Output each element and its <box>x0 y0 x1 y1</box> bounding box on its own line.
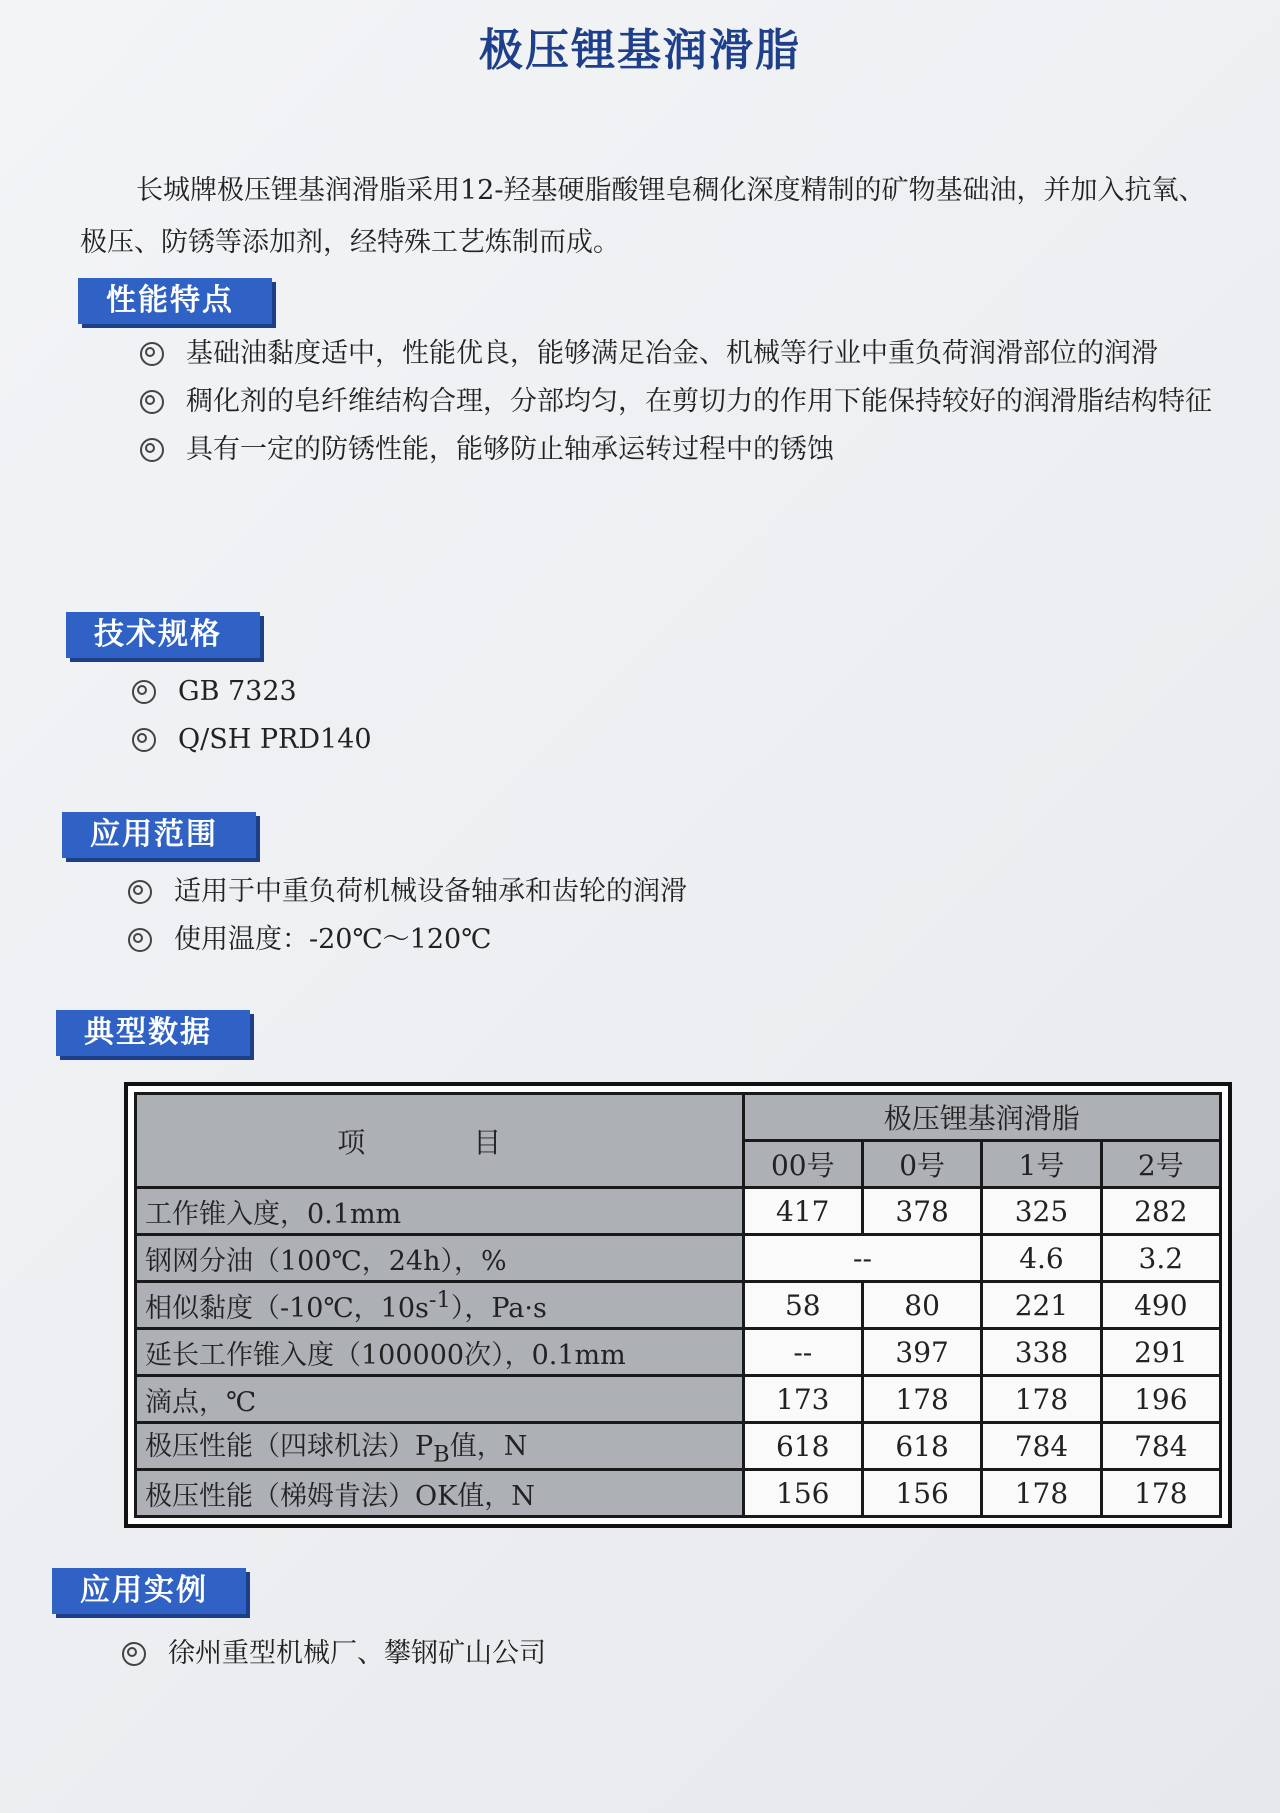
list-item: 徐州重型机械厂、攀钢矿山公司 <box>122 1630 1122 1678</box>
table-cell: 178 <box>862 1376 981 1423</box>
table-cell: 173 <box>743 1376 862 1423</box>
examples-list <box>122 1630 1122 1678</box>
table-cell: -- <box>743 1329 862 1376</box>
double-circle-icon <box>140 438 164 462</box>
table-cell: 325 <box>982 1188 1101 1235</box>
table-cell: 178 <box>982 1376 1101 1423</box>
specs-list <box>132 668 1132 764</box>
typical-data-table <box>134 1092 1222 1518</box>
table-cell: 196 <box>1101 1376 1220 1423</box>
table-cell-merged: -- <box>743 1235 982 1282</box>
table-row <box>136 1188 1221 1235</box>
double-circle-icon <box>128 880 152 904</box>
features-list <box>140 330 1220 474</box>
table-cell: 80 <box>862 1282 981 1329</box>
table-cell: 784 <box>982 1423 1101 1470</box>
table-cell: 417 <box>743 1188 862 1235</box>
product-group-header: 极压锂基润滑脂 <box>743 1094 1220 1141</box>
row-label: 极压性能（四球机法）$P_B$值，N <box>136 1423 744 1470</box>
section-header-features: 性能特点 <box>78 278 272 324</box>
section-header-examples: 应用实例 <box>52 1568 246 1614</box>
list-item: 适用于中重负荷机械设备轴承和齿轮的润滑 <box>128 868 1128 916</box>
row-label: 滴点，℃ <box>136 1376 744 1423</box>
section-header-typical: 典型数据 <box>56 1010 250 1056</box>
table-row <box>136 1282 1221 1329</box>
table-cell: 784 <box>1101 1423 1220 1470</box>
table-row <box>136 1470 1221 1517</box>
grade-header: 2号 <box>1101 1141 1220 1188</box>
grade-header: 0号 <box>862 1141 981 1188</box>
row-label: 工作锥入度，0.1mm <box>136 1188 744 1235</box>
table-cell: 291 <box>1101 1329 1220 1376</box>
table-row <box>136 1329 1221 1376</box>
page-title: 极压锂基润滑脂 <box>479 25 801 76</box>
double-circle-icon <box>132 728 156 752</box>
table-cell: 397 <box>862 1329 981 1376</box>
grade-header: 00号 <box>743 1141 862 1188</box>
table-cell: 282 <box>1101 1188 1220 1235</box>
table-cell: 4.6 <box>982 1235 1101 1282</box>
intro-paragraph: 长城牌极压锂基润滑脂采用12-羟基硬脂酸锂皂稠化深度精制的矿物基础油，并加入抗氧、极压、防锈等添加剂，经特殊工艺炼制而成。 <box>80 175 1206 258</box>
table-row <box>136 1376 1221 1423</box>
grade-header: 1号 <box>982 1141 1101 1188</box>
table-cell: 58 <box>743 1282 862 1329</box>
typical-data-table-frame <box>124 1082 1232 1528</box>
list-item: 稠化剂的皂纤维结构合理，分部均匀，在剪切力的作用下能保持较好的润滑脂结构特征 <box>140 378 1220 426</box>
item-column-header: 项 目 <box>136 1094 744 1188</box>
section-header-specs: 技术规格 <box>66 612 260 658</box>
table-cell: 490 <box>1101 1282 1220 1329</box>
table-cell: 156 <box>743 1470 862 1517</box>
double-circle-icon <box>122 1642 146 1666</box>
double-circle-icon <box>140 342 164 366</box>
section-header-scope: 应用范围 <box>62 812 256 858</box>
table-row <box>136 1423 1221 1470</box>
row-label: 极压性能（梯姆肯法）OK值，N <box>136 1470 744 1517</box>
table-cell: 178 <box>982 1470 1101 1517</box>
table-header-row <box>136 1094 1221 1141</box>
table-cell: 221 <box>982 1282 1101 1329</box>
table-cell: 618 <box>862 1423 981 1470</box>
table-cell: 156 <box>862 1470 981 1517</box>
row-label: 相似黏度（-10℃，$10s^{-1}$），Pa·s <box>136 1282 744 1329</box>
list-item: 基础油黏度适中，性能优良，能够满足冶金、机械等行业中重负荷润滑部位的润滑 <box>140 330 1220 378</box>
list-item: 使用温度：-20℃～120℃ <box>128 916 1128 964</box>
list-item: GB 7323 <box>132 668 1132 716</box>
table-row <box>136 1235 1221 1282</box>
row-label: 延长工作锥入度（100000次），0.1mm <box>136 1329 744 1376</box>
list-item: 具有一定的防锈性能，能够防止轴承运转过程中的锈蚀 <box>140 426 1220 474</box>
table-cell: 178 <box>1101 1470 1220 1517</box>
row-label: 钢网分油（100℃，24h），% <box>136 1235 744 1282</box>
table-cell: 3.2 <box>1101 1235 1220 1282</box>
table-cell: 618 <box>743 1423 862 1470</box>
scope-list <box>128 868 1128 964</box>
double-circle-icon <box>128 928 152 952</box>
double-circle-icon <box>132 680 156 704</box>
list-item: Q/SH PRD140 <box>132 716 1132 764</box>
table-cell: 378 <box>862 1188 981 1235</box>
table-cell: 338 <box>982 1329 1101 1376</box>
double-circle-icon <box>140 390 164 414</box>
